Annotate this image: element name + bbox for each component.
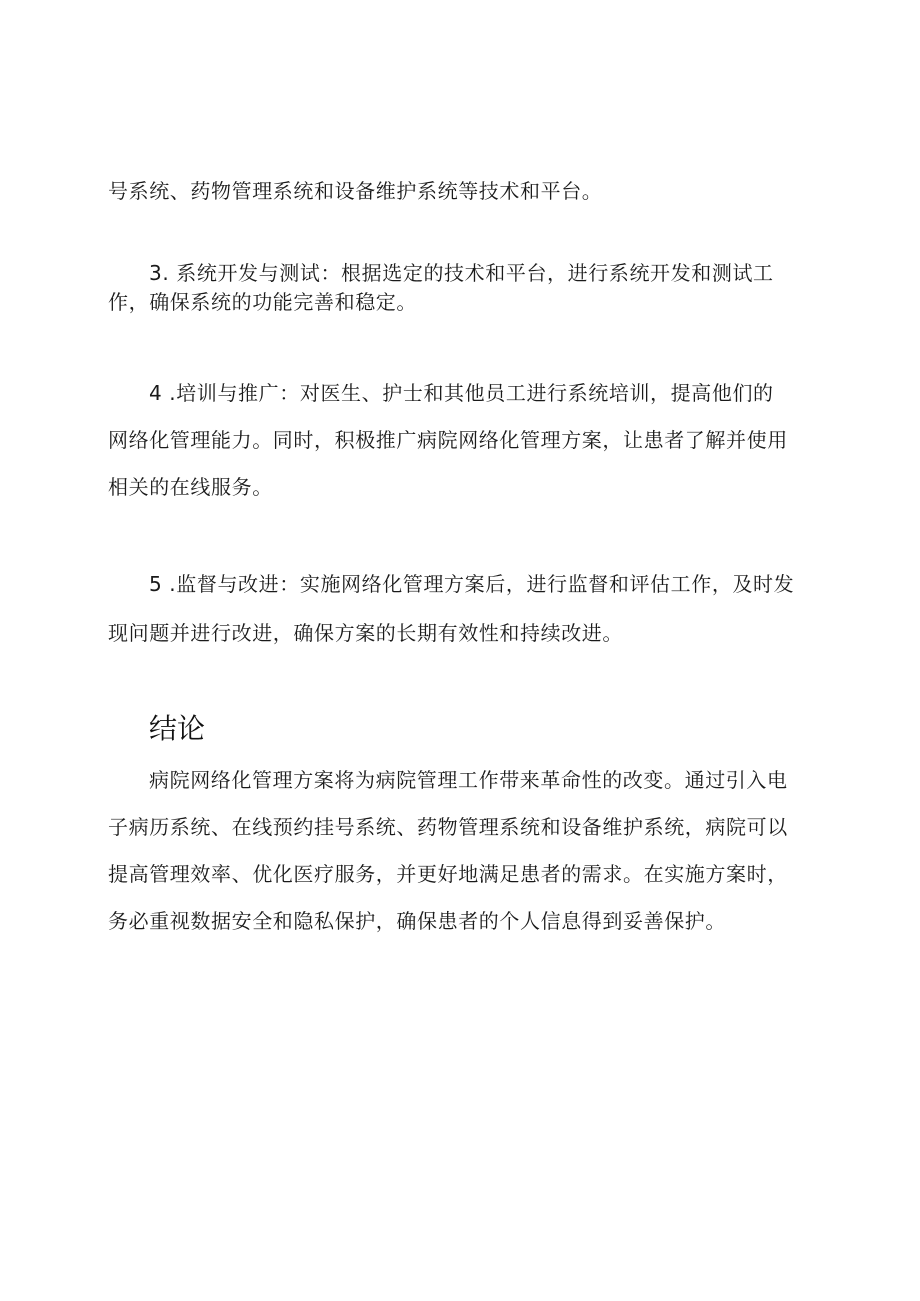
- conclusion-line-4: 务必重视数据安全和隐私保护，确保患者的个人信息得到妥善保护。: [108, 909, 726, 933]
- item-5-line-1: 5 .监督与改进：实施网络化管理方案后，进行监督和评估工作，及时发: [149, 572, 795, 596]
- item-4-line-1: 4 .培训与推广：对医生、护士和其他员工进行系统培训，提高他们的: [149, 381, 774, 405]
- item-3-line-1: 3. 系统开发与测试：根据选定的技术和平台，进行系统开发和测试工: [149, 261, 774, 285]
- section-heading-conclusion: 结论: [149, 712, 206, 745]
- conclusion-line-1: 病院网络化管理方案将为病院管理工作带来革命性的改变。通过引入电: [149, 768, 788, 792]
- item-4-line-2: 网络化管理能力。同时，积极推广病院网络化管理方案，让患者了解并使用: [108, 428, 788, 452]
- item-4-line-3: 相关的在线服务。: [108, 475, 273, 499]
- paragraph-line: 号系统、药物管理系统和设备维护系统等技术和平台。: [108, 179, 603, 203]
- item-5-line-2: 现问题并进行改进，确保方案的长期有效性和持续改进。: [108, 621, 623, 645]
- conclusion-line-3: 提高管理效率、优化医疗服务，并更好地满足患者的需求。在实施方案时，: [108, 862, 788, 886]
- conclusion-line-2: 子病历系统、在线预约挂号系统、药物管理系统和设备维护系统，病院可以: [108, 815, 788, 839]
- item-3-line-2: 作，确保系统的功能完善和稳定。: [108, 290, 417, 314]
